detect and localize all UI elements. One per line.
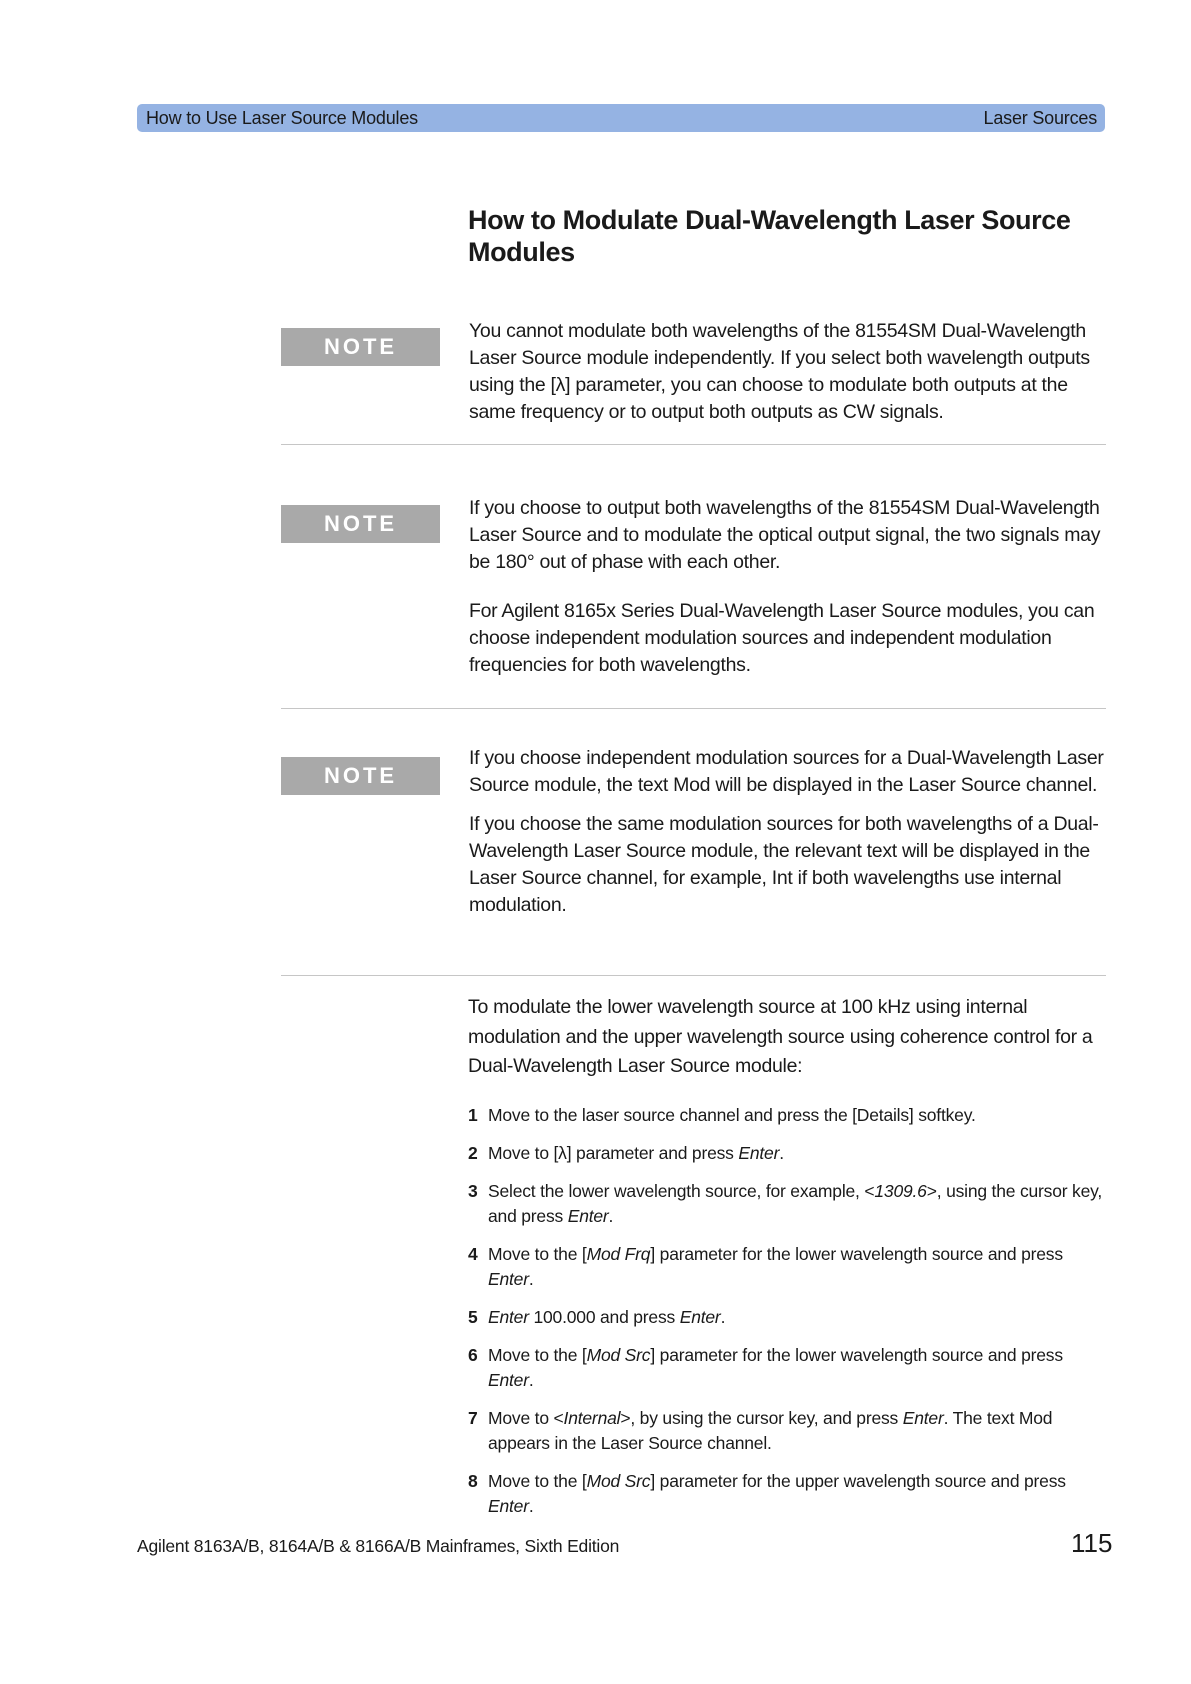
list-item — [468, 1141, 1108, 1166]
step-text: Enter 100.000 and press Enter. — [488, 1307, 726, 1327]
note-label: NOTE — [281, 328, 440, 366]
step-text: Move to the [Mod Src] parameter for the lower wavelength source and press Enter. — [488, 1345, 1063, 1390]
step-number: 4 — [468, 1244, 478, 1264]
step-text: Move to the [Mod Src] parameter for the upper wavelength source and press Enter. — [488, 1471, 1066, 1516]
step-text: Select the lower wavelength source, for example, <1309.6>, using the cursor key, and press Enter. — [488, 1181, 1103, 1226]
header-chapter-title: How to Use Laser Source Modules — [146, 108, 418, 128]
step-number: 1 — [468, 1105, 478, 1125]
list-item — [468, 1469, 1108, 1519]
divider — [281, 444, 1106, 445]
step-number: 2 — [468, 1143, 478, 1163]
step-text: Move to the laser source channel and press the [Details] softkey. — [488, 1105, 976, 1125]
section-title: How to Modulate Dual-Wavelength Laser Source Modules — [468, 205, 1071, 267]
note-paragraph: If you choose the same modulation sources for both wavelengths of a Dual-Wavelength Laser Source module, the relevant text will be displayed in the Laser Source channel, for example, Int if both wavelengths use internal modulation. — [469, 813, 1099, 916]
list-item — [468, 1179, 1108, 1229]
list-item — [468, 1103, 1108, 1128]
note-paragraph: For Agilent 8165x Series Dual-Wavelength Laser Source modules, you can choose independent modulation sources and independent modulation frequencies for both wavelengths. — [469, 600, 1095, 676]
step-number: 8 — [468, 1471, 478, 1491]
step-text: Move to <Internal>, by using the cursor key, and press Enter. The text Mod appears in the Laser Source channel. — [488, 1408, 1053, 1453]
list-item — [468, 1406, 1108, 1456]
header-section-title: Laser Sources — [983, 108, 1097, 128]
list-item — [468, 1305, 1108, 1330]
procedure-steps — [468, 1093, 1108, 1519]
step-text: Move to [λ] parameter and press Enter. — [488, 1143, 784, 1163]
note-paragraph: If you choose to output both wavelengths of the 81554SM Dual-Wavelength Laser Source and to modulate the optical output signal, the two signals may be 180° out of phase with each other. — [469, 497, 1101, 573]
divider — [281, 708, 1106, 709]
note-text — [469, 745, 1109, 919]
step-text: Move to the [Mod Frq] parameter for the lower wavelength source and press Enter. — [488, 1244, 1063, 1289]
list-item — [468, 1343, 1108, 1393]
step-number: 5 — [468, 1307, 478, 1327]
running-header — [137, 104, 1105, 132]
page-number: 115 — [1071, 1528, 1113, 1558]
divider — [281, 975, 1106, 976]
step-number: 6 — [468, 1345, 478, 1365]
footer-document-title: Agilent 8163A/B, 8164A/B & 8166A/B Mainframes, Sixth Edition — [137, 1536, 620, 1556]
step-number: 7 — [468, 1408, 478, 1428]
procedure-intro: To modulate the lower wavelength source at 100 kHz using internal modulation and the upper wavelength source using coherence control for a Dual-Wavelength Laser Source module: — [468, 996, 1093, 1077]
note-text — [469, 495, 1109, 679]
note-paragraph: You cannot modulate both wavelengths of the 81554SM Dual-Wavelength Laser Source module independently. If you select both wavelength outputs using the [λ] parameter, you can choose to modulate both outputs at the same frequency or to output both outputs as CW signals. — [469, 320, 1090, 423]
note-paragraph: If you choose independent modulation sources for a Dual-Wavelength Laser Source module, the text Mod will be displayed in the Laser Source channel. — [469, 747, 1104, 796]
step-number: 3 — [468, 1181, 478, 1201]
note-label: NOTE — [281, 505, 440, 543]
list-item — [468, 1242, 1108, 1292]
note-text — [469, 318, 1109, 426]
note-label: NOTE — [281, 757, 440, 795]
